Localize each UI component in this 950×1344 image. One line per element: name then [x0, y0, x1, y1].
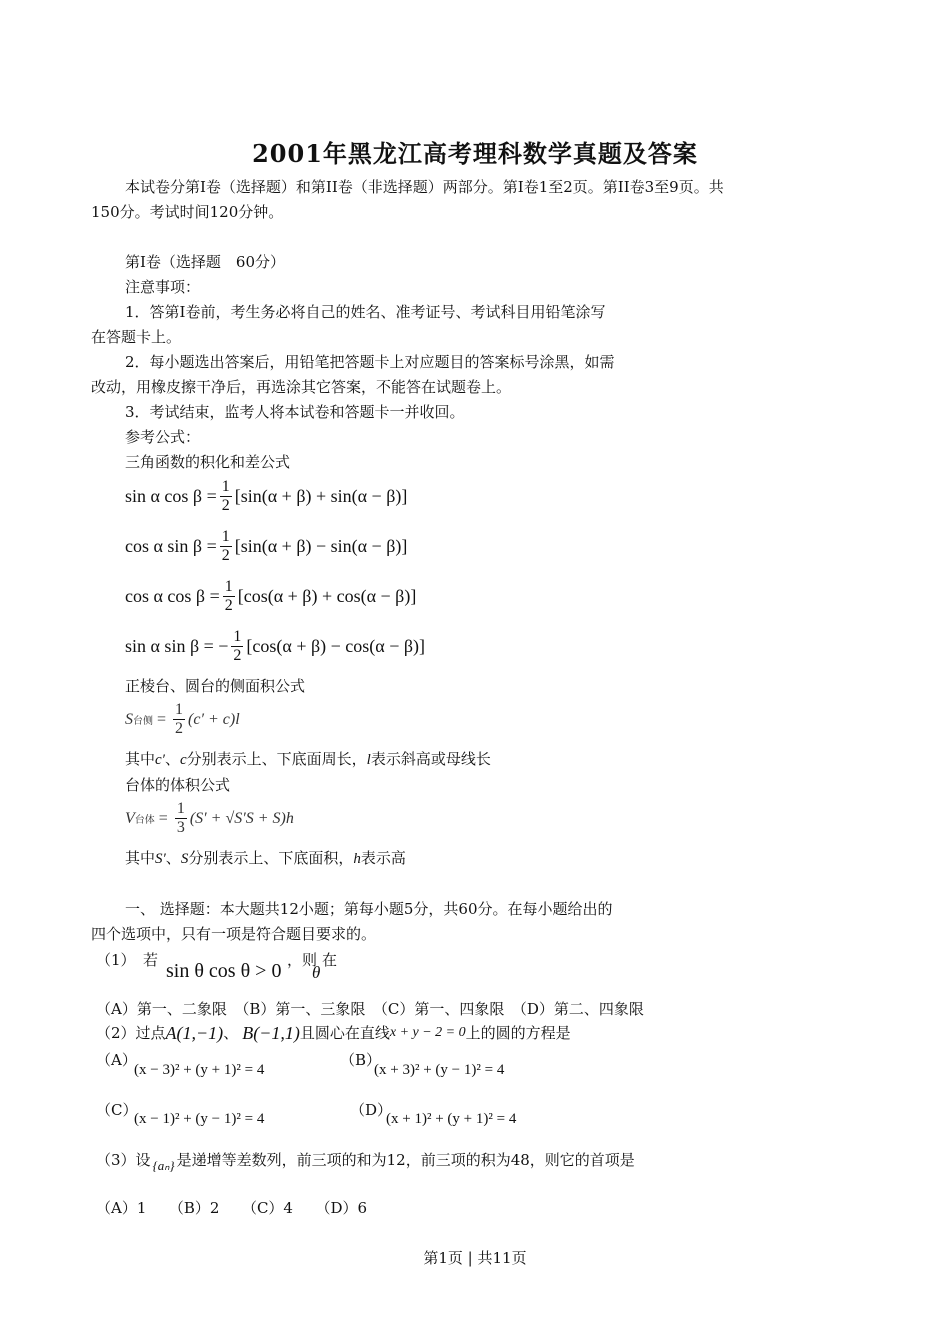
document-title: 2001年黑龙江高考理科数学真题及答案: [252, 139, 698, 168]
part1-line-2: 四个选项中，只有一项是符合题目要求的。: [91, 925, 377, 943]
formula-1-left: sin α cos β =: [125, 486, 217, 506]
q3-stem: [96, 1151, 635, 1173]
var-s: S: [180, 851, 189, 867]
desc-prefix: 其中: [125, 849, 156, 867]
notice-item-2a: 2．每小题选出答案后，用铅笔把答题卡上对应题目的答案标号涂黑，如需: [125, 353, 615, 371]
q2-separator: 、: [223, 1024, 239, 1042]
volume-heading: 台体的体积公式: [125, 776, 231, 794]
desc-end: 表示斜高或母线长: [370, 750, 491, 768]
q2-option-c-label: （C）: [96, 1101, 138, 1119]
formula-2-left: cos α sin β =: [125, 536, 217, 556]
q2-option-a: (x − 3)² + (y + 1)² = 4: [134, 1062, 265, 1078]
fraction-numerator: 1: [175, 701, 184, 718]
formula-3: [125, 578, 416, 615]
fraction-half: [223, 578, 235, 615]
formula-4-left: sin α sin β = −: [125, 636, 229, 656]
q1-math: sin θ cos θ > 0: [166, 960, 282, 982]
q2-end: 上的圆的方程是: [465, 1024, 571, 1042]
fraction-numerator: 1: [224, 578, 233, 595]
lateral-eq: =: [153, 710, 171, 728]
notice-item-1b: 在答题卡上。: [91, 328, 182, 346]
formula-1-right: [sin(α + β) + sin(α − β)]: [234, 486, 408, 506]
lateral-S: S: [125, 710, 133, 728]
desc-separator: 、: [165, 849, 181, 867]
desc-prefix: 其中: [125, 750, 156, 768]
var-c: c: [179, 752, 187, 768]
q2-option-d-label: （D）: [350, 1101, 393, 1119]
volume-V: V: [125, 809, 135, 827]
q2-prefix: （2）过点: [96, 1024, 166, 1042]
q3-prefix: （3）设: [96, 1151, 151, 1169]
q2-middle: 且圆心在直线: [299, 1024, 390, 1042]
fraction-denominator: 2: [233, 647, 242, 664]
lateral-fraction: [173, 701, 185, 738]
lateral-subscript: 台侧: [133, 716, 153, 727]
formula-3-left: cos α cos β =: [125, 586, 220, 606]
fraction-denominator: 2: [221, 547, 230, 564]
volume-eq: =: [154, 809, 172, 827]
q2-point-a: A(1,−1): [165, 1023, 224, 1043]
trig-heading: 三角函数的积化和差公式: [125, 453, 291, 471]
q1-theta: θ: [312, 963, 321, 982]
desc-separator: 、: [164, 750, 180, 768]
fraction-numerator: 1: [176, 800, 185, 817]
volume-rest: (S′ + √S′S + S)h: [189, 809, 294, 827]
lateral-rest: (c′ + c)l: [188, 710, 240, 728]
q2-stem: [96, 1024, 571, 1042]
q3-options: （A）1 （B）2 （C）4 （D）6: [96, 1199, 368, 1217]
part1-line-1: 一、 选择题：本大题共12小题；第每小题5分，共60分。在每小题给出的: [125, 900, 613, 918]
fraction-denominator: 2: [221, 497, 230, 514]
intro-line-2: 150分。考试时间120分钟。: [91, 203, 284, 221]
q2-option-d: (x + 1)² + (y + 1)² = 4: [386, 1111, 517, 1127]
lateral-heading: 正棱台、圆台的侧面积公式: [125, 677, 306, 695]
q1-mid: ，则: [287, 951, 318, 969]
q2-option-b: (x + 3)² + (y − 1)² = 4: [374, 1062, 505, 1078]
q1-options: （A）第一、二象限 （B）第一、三象限 （C）第一、四象限 （D）第二、四象限: [96, 1000, 644, 1018]
desc-middle: 分别表示上、下底面积，: [188, 849, 354, 867]
q3-sequence: {aₙ}: [152, 1158, 175, 1173]
notice-item-3: 3．考试结束，监考人将本试卷和答题卡一并收回。: [125, 403, 465, 421]
fraction-numerator: 1: [221, 478, 230, 495]
volume-description: [125, 849, 406, 868]
q3-text: 是递增等差数列，前三项的和为12，前三项的积为48，则它的首项是: [176, 1151, 635, 1169]
notice-item-2b: 改动，用橡皮擦干净后，再选涂其它答案，不能答在试题卷上。: [91, 378, 512, 396]
formula-4-right: [cos(α + β) − cos(α − β)]: [246, 636, 425, 656]
section-heading: 第Ⅰ卷（选择题 60分）: [125, 253, 286, 271]
formula-3-right: [cos(α + β) + cos(α − β)]: [237, 586, 417, 606]
formula-1: [125, 478, 407, 515]
notice-heading: 注意事项：: [125, 278, 201, 296]
var-c-prime: c′: [155, 752, 165, 768]
fraction-denominator: 3: [176, 819, 185, 836]
volume-subscript: 台体: [134, 815, 155, 826]
volume-formula: [125, 800, 294, 837]
q1-end: 在: [322, 951, 338, 969]
q2-point-b: B(−1,1): [242, 1023, 300, 1043]
q2-option-c: (x − 1)² + (y − 1)² = 4: [134, 1111, 265, 1127]
intro-line-1: 本试卷分第Ⅰ卷（选择题）和第II卷（非选择题）两部分。第Ⅰ卷1至2页。第II卷3至9页。共: [125, 178, 724, 196]
var-s-prime: S′: [155, 851, 166, 867]
lateral-formula: [125, 701, 240, 738]
q2-option-b-label: （B）: [340, 1051, 382, 1069]
fraction-numerator: 1: [233, 628, 242, 645]
desc-middle: 分别表示上、下底面周长，: [186, 750, 367, 768]
fraction-half: [220, 528, 232, 565]
fraction-half: [231, 628, 243, 665]
formula-4: [125, 628, 425, 665]
fraction-half: [220, 478, 232, 515]
fraction-denominator: 2: [224, 597, 233, 614]
fraction-denominator: 2: [175, 720, 184, 737]
fraction-numerator: 1: [221, 528, 230, 545]
volume-fraction: [175, 800, 187, 837]
q1-label: （1） 若: [96, 951, 159, 969]
lateral-description: [125, 750, 491, 769]
q2-line-eq: x + y − 2 = 0: [389, 1025, 466, 1040]
formula-2-right: [sin(α + β) − sin(α − β)]: [234, 536, 408, 556]
desc-end: 表示高: [360, 849, 406, 867]
page-footer: 第1页 | 共11页: [423, 1249, 527, 1267]
var-l: l: [366, 752, 371, 768]
formula-2: [125, 528, 407, 565]
notice-item-1a: 1．答第Ⅰ卷前，考生务必将自己的姓名、准考证号、考试科目用铅笔涂写: [125, 303, 606, 321]
q2-option-a-label: （A）: [96, 1051, 137, 1069]
reference-heading: 参考公式：: [125, 428, 201, 446]
var-h: h: [353, 851, 361, 867]
